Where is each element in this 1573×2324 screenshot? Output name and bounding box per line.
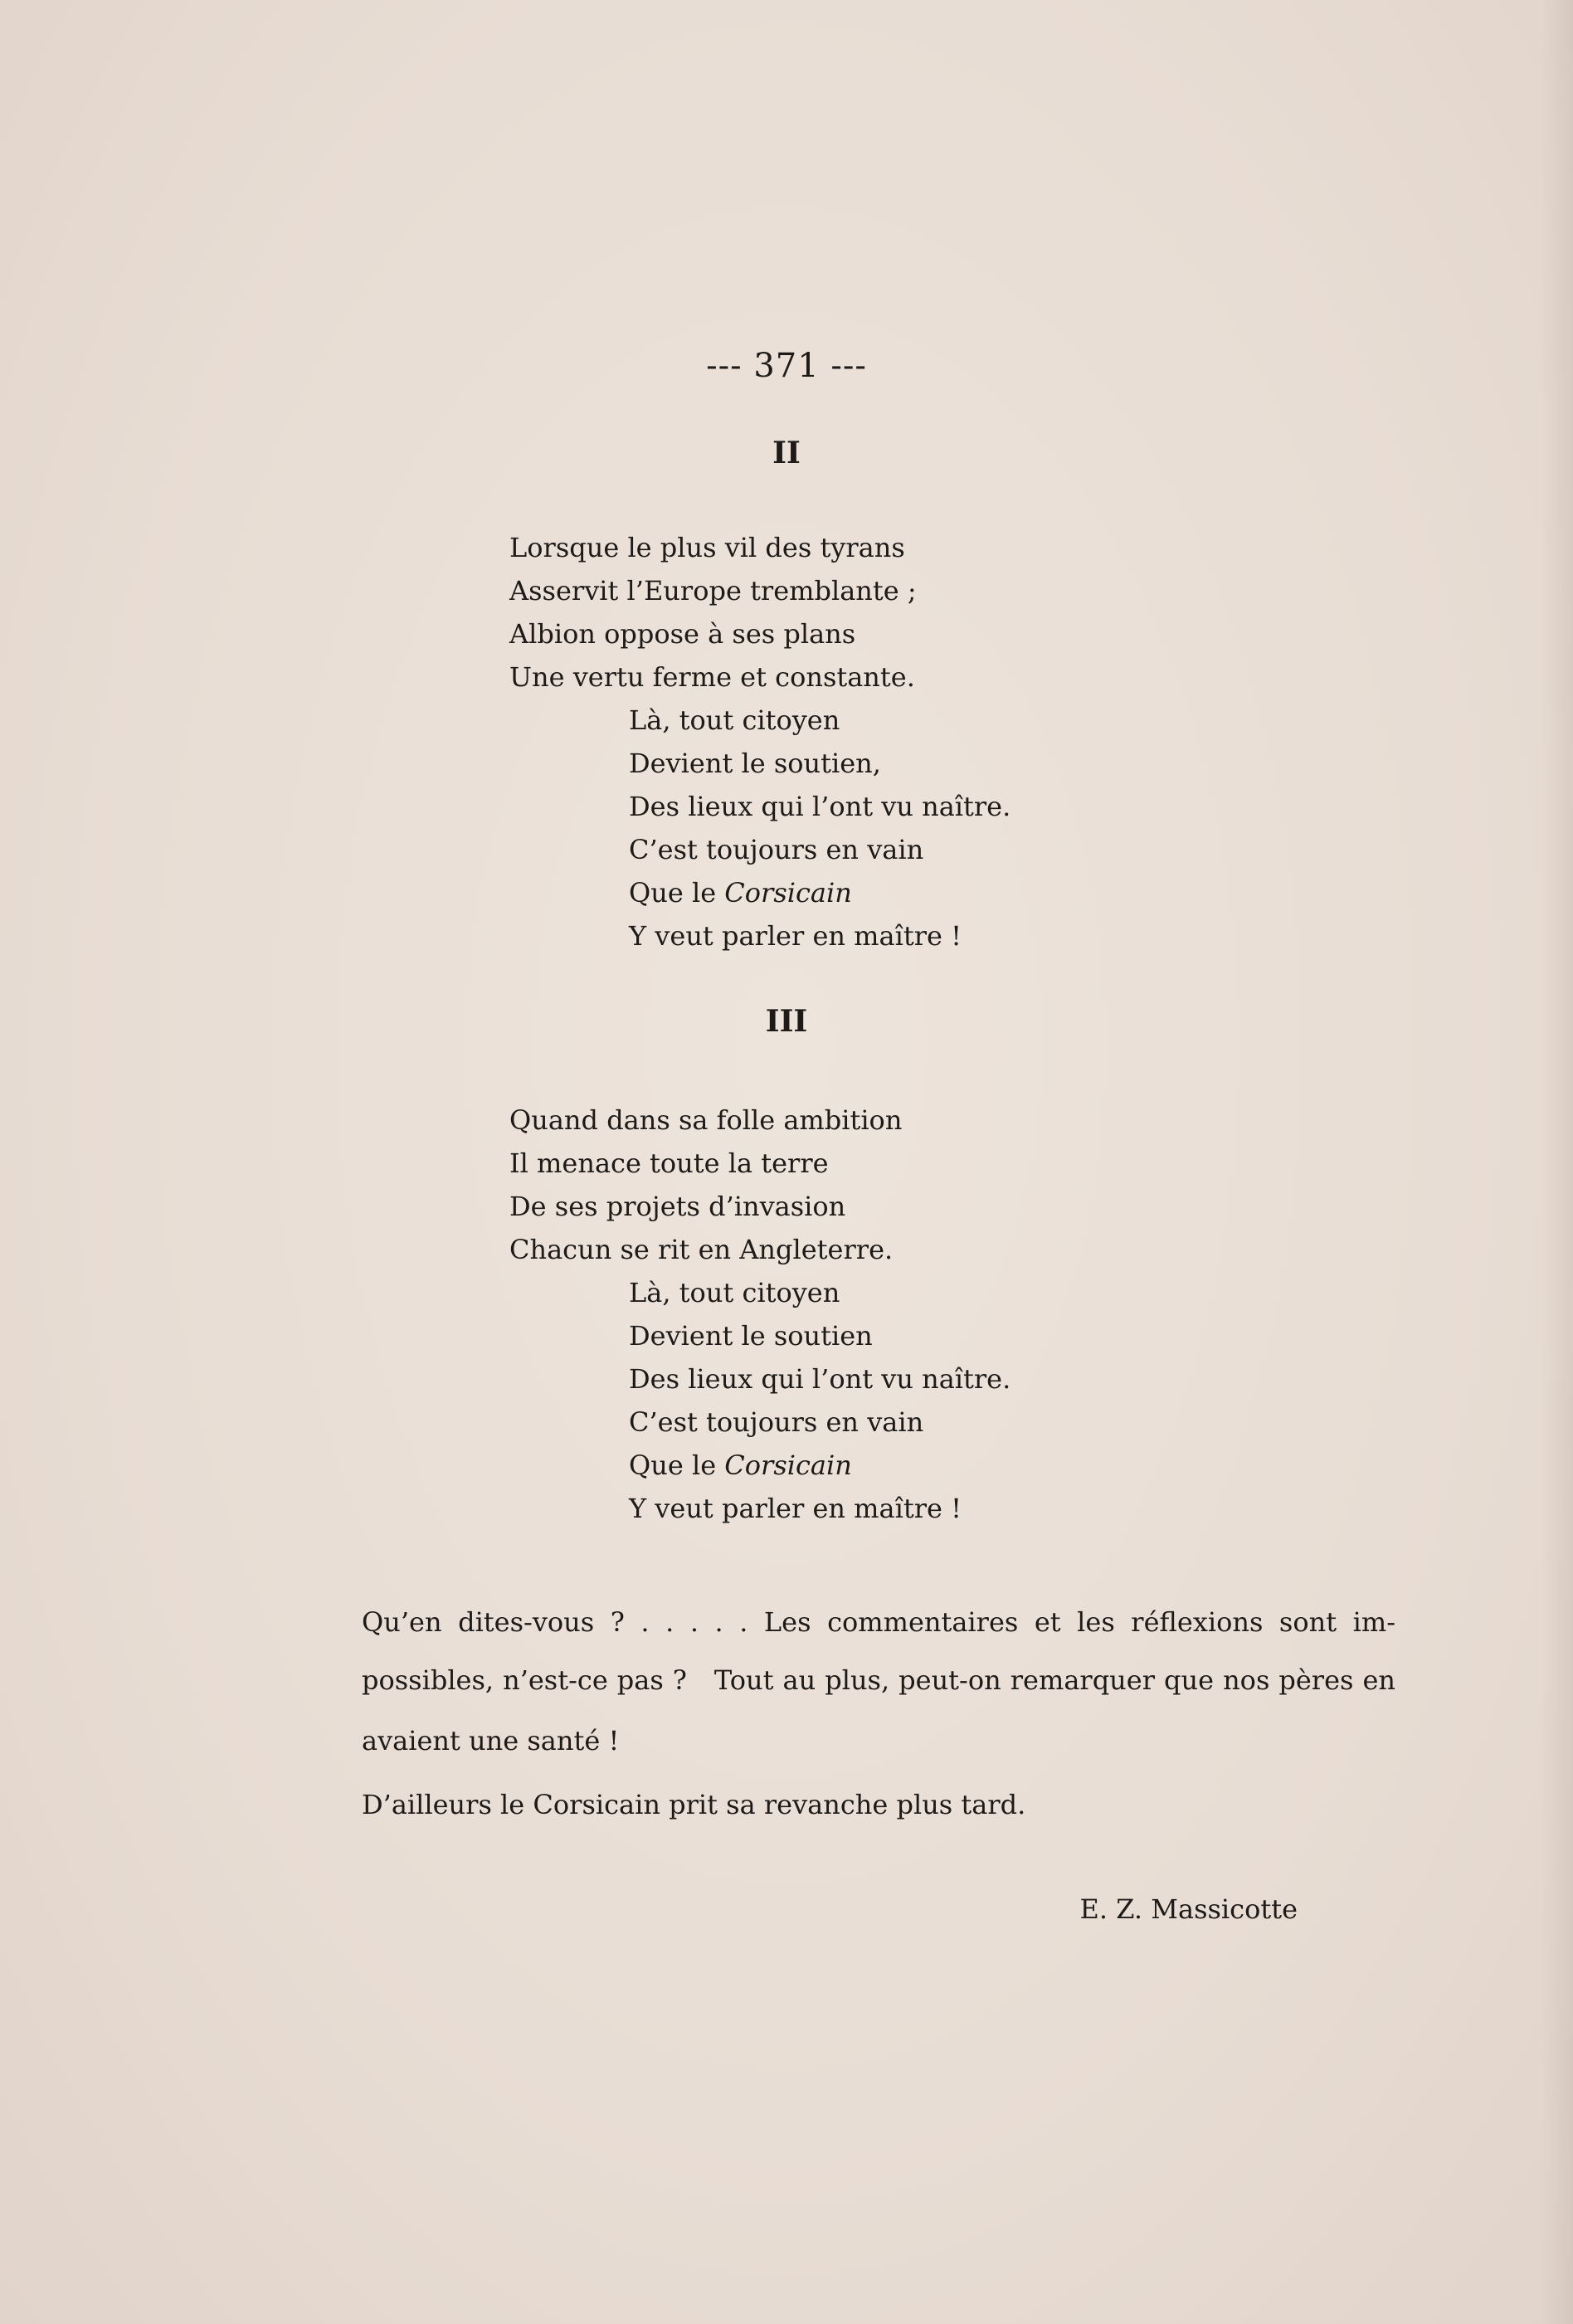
verse-line: Devient le soutien,: [629, 748, 881, 779]
verse-line: Il menace toute la terre: [509, 1147, 829, 1179]
stanza-heading-iii: III: [765, 1004, 808, 1039]
verse-line: C’est toujours en vain: [629, 834, 924, 865]
verse-italic-text: Corsicain: [724, 1449, 852, 1481]
verse-line: Albion oppose à ses plans: [509, 618, 856, 650]
prose-paragraph: D’ailleurs le Corsicain prit sa revanche plus tard.: [362, 1789, 1026, 1820]
verse-line: Là, tout citoyen: [629, 1277, 840, 1308]
verse-italic-text: Corsicain: [724, 877, 852, 909]
verse-line: Devient le soutien: [629, 1320, 873, 1352]
verse-text: Que le: [629, 1449, 725, 1481]
author-signature: E. Z. Massicotte: [1079, 1893, 1298, 1925]
verse-line: De ses projets d’invasion: [509, 1191, 846, 1222]
verse-line: Lorsque le plus vil des tyrans: [509, 532, 905, 563]
verse-line: C’est toujours en vain: [629, 1406, 924, 1438]
verse-line: Des lieux qui l’ont vu naître.: [629, 1363, 1011, 1395]
page-number: --- 371 ---: [706, 347, 867, 385]
verse-line: Y veut parler en maître !: [629, 920, 962, 952]
verse-line: [629, 876, 852, 909]
verse-line: Chacun se rit en Angleterre.: [509, 1234, 894, 1265]
prose-paragraph: avaient une santé !: [362, 1725, 620, 1756]
verse-line: Asservit l’Europe tremblante ;: [509, 575, 917, 607]
prose-paragraph: possibles, n’est-ce pas ? Tout au plus, peut-on remarquer que nos pères en: [362, 1664, 1395, 1696]
verse-line: Là, tout citoyen: [629, 704, 840, 736]
verse-text: Que le: [629, 877, 725, 909]
stanza-heading-ii: II: [772, 436, 801, 470]
verse-line: Une vertu ferme et constante.: [509, 661, 915, 693]
prose-paragraph: Qu’en dites-vous ? . . . . . Les commentaires et les réflexions sont im-: [362, 1606, 1395, 1638]
verse-line: Quand dans sa folle ambition: [509, 1104, 903, 1136]
verse-line: Des lieux qui l’ont vu naître.: [629, 791, 1011, 822]
verse-line: [629, 1449, 852, 1482]
verse-line: Y veut parler en maître !: [629, 1493, 962, 1524]
